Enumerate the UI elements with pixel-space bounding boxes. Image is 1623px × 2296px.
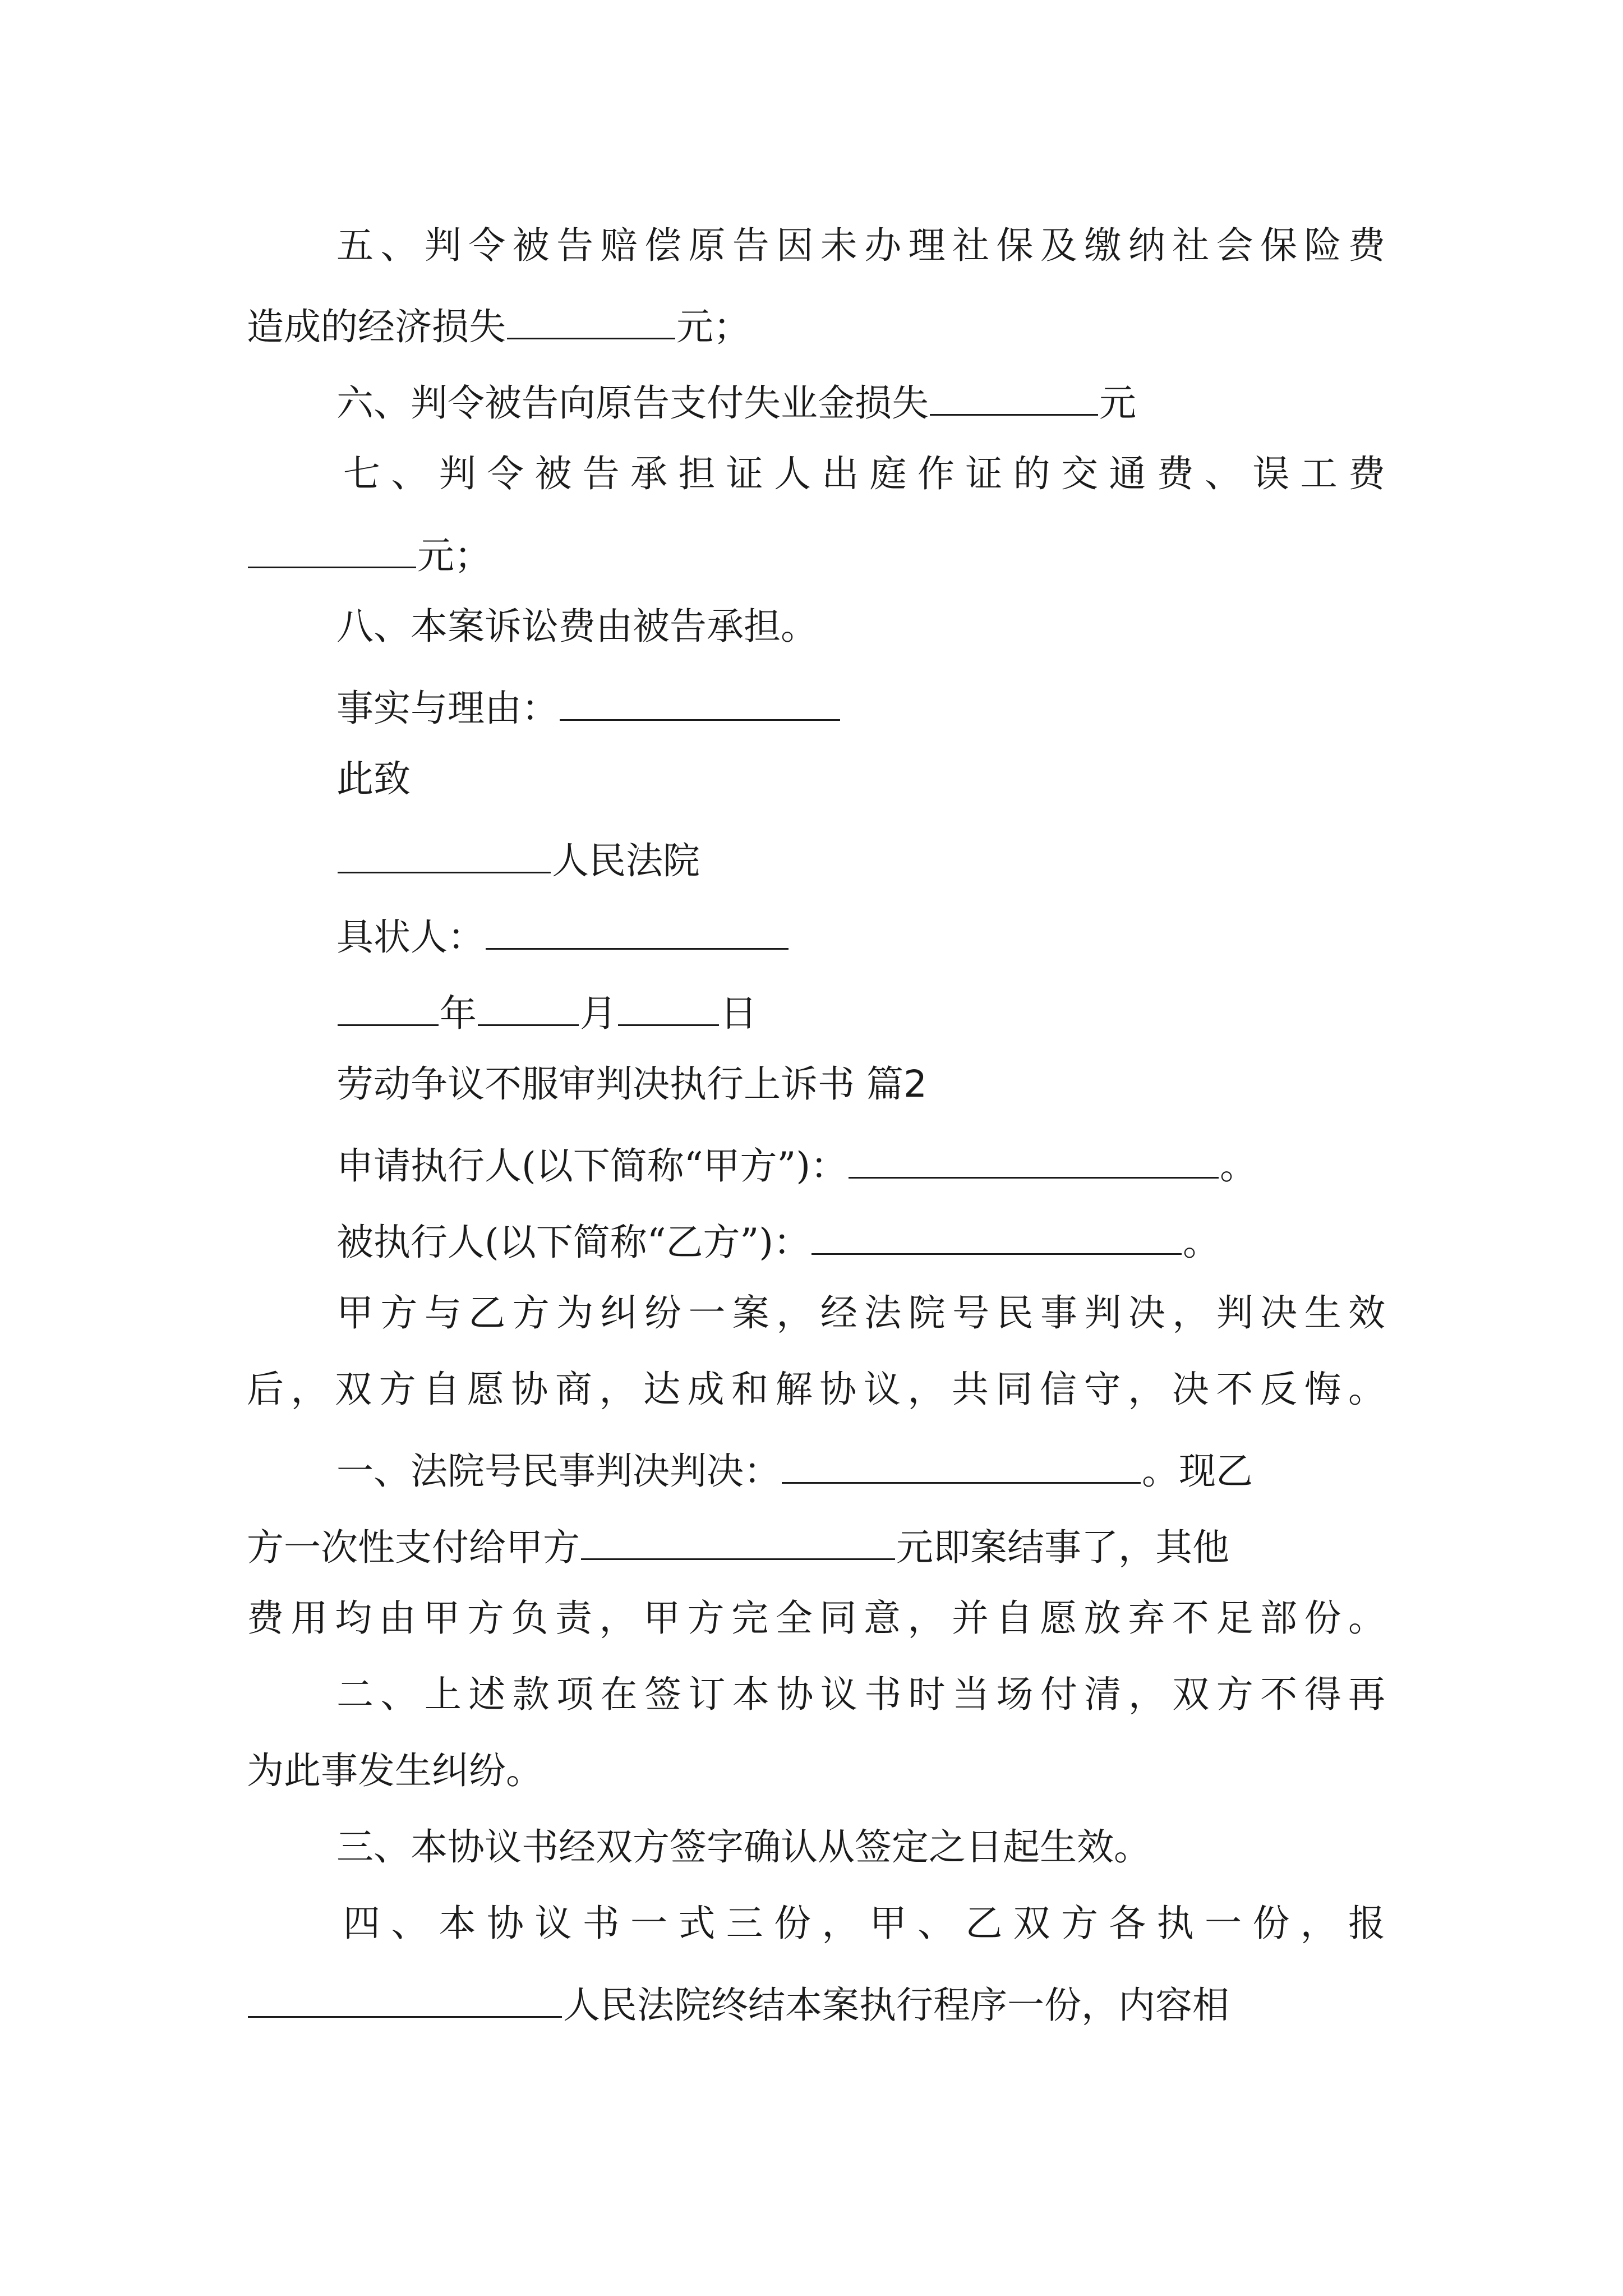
clause-1-cont bbox=[247, 1596, 1385, 1645]
line-item-5-cont bbox=[247, 303, 750, 348]
clause-1 bbox=[336, 1447, 1253, 1492]
text: 此致 bbox=[336, 757, 411, 800]
text: 元 bbox=[1099, 381, 1136, 425]
blank-field[interactable] bbox=[618, 990, 719, 1026]
text: 人民法院终结本案执行程序一份，内容相 bbox=[563, 1984, 1229, 2027]
clause-4-cont bbox=[247, 1981, 1229, 2026]
blank-field[interactable] bbox=[811, 1218, 1182, 1255]
text: 。 bbox=[1182, 1221, 1220, 1264]
clause-4 bbox=[343, 1902, 1385, 1950]
text: 。 bbox=[1219, 1144, 1257, 1188]
plaintiff-signature bbox=[336, 913, 790, 958]
salutation bbox=[336, 757, 411, 806]
clause-3 bbox=[336, 1825, 1151, 1874]
text: 具状人： bbox=[336, 915, 485, 959]
text: 月 bbox=[580, 992, 617, 1035]
text: 费用均由甲方负责，甲方完全同意，并自愿放弃不足部份。 bbox=[247, 1596, 1385, 1640]
clause-2-cont bbox=[247, 1749, 543, 1797]
text: 元； bbox=[417, 534, 491, 577]
blank-field[interactable] bbox=[248, 1981, 562, 2018]
text: 四、本协议书一式三份，甲、乙双方各执一份，报 bbox=[343, 1902, 1385, 1945]
body-paragraph-line bbox=[336, 1291, 1385, 1340]
text: 方一次性支付给甲方 bbox=[247, 1526, 580, 1569]
blank-field[interactable] bbox=[478, 990, 579, 1026]
text: 人民法院 bbox=[552, 839, 700, 882]
clause-1-cont bbox=[247, 1524, 1229, 1568]
line-item-7 bbox=[343, 452, 1385, 500]
text: 甲方与乙方为纠纷一案，经法院号民事判决，判决生效 bbox=[336, 1291, 1385, 1335]
text: 八、本案诉讼费由被告承担。 bbox=[336, 605, 818, 648]
blank-field[interactable] bbox=[849, 1142, 1219, 1179]
text: 造成的经济损失 bbox=[247, 305, 506, 348]
section-title bbox=[336, 1062, 927, 1111]
text: 一、法院号民事判决判决： bbox=[336, 1450, 781, 1493]
facts-and-reasons bbox=[336, 684, 841, 729]
applicant-line bbox=[336, 1142, 1257, 1187]
line-item-6 bbox=[336, 379, 1136, 424]
text: 劳动争议不服审判决执行上诉书 篇2 bbox=[336, 1062, 927, 1106]
blank-field[interactable] bbox=[507, 303, 675, 339]
blank-field[interactable] bbox=[248, 532, 416, 568]
blank-field[interactable] bbox=[338, 837, 551, 873]
text: 六、判令被告向原告支付失业金损失 bbox=[336, 381, 929, 425]
text: 后，双方自愿协商，达成和解协议，共同信守，决不反悔。 bbox=[247, 1368, 1385, 1411]
court-addressee bbox=[336, 837, 700, 882]
text: 事实与理由： bbox=[336, 687, 559, 730]
text: 七、判令被告承担证人出庭作证的交通费、误工费 bbox=[343, 452, 1385, 495]
line-item-8 bbox=[336, 605, 818, 653]
date-line bbox=[336, 990, 757, 1034]
text: 为此事发生纠纷。 bbox=[247, 1749, 543, 1792]
blank-field[interactable] bbox=[930, 379, 1098, 416]
text: 五、判令被告赔偿原告因未办理社保及缴纳社会保险费 bbox=[336, 224, 1385, 267]
blank-field[interactable] bbox=[486, 913, 789, 950]
text: 日 bbox=[720, 992, 757, 1035]
text: 二、上述款项在签订本协议书时当场付清，双方不得再 bbox=[336, 1673, 1385, 1716]
text: 元即案结事了，其他 bbox=[896, 1526, 1229, 1569]
text: 。现乙 bbox=[1142, 1450, 1253, 1493]
line-item-7-cont bbox=[247, 532, 491, 577]
clause-2 bbox=[336, 1673, 1385, 1721]
respondent-line bbox=[336, 1218, 1220, 1263]
body-paragraph-line bbox=[247, 1368, 1385, 1416]
blank-field[interactable] bbox=[782, 1447, 1141, 1484]
text: 被执行人(以下简称“乙方”)： bbox=[336, 1221, 810, 1264]
blank-field[interactable] bbox=[560, 684, 840, 721]
text: 年 bbox=[440, 992, 477, 1035]
text: 三、本协议书经双方签字确认从签定之日起生效。 bbox=[336, 1825, 1151, 1869]
blank-field[interactable] bbox=[581, 1524, 895, 1560]
line-item-5 bbox=[336, 224, 1385, 272]
text: 元； bbox=[676, 305, 750, 348]
blank-field[interactable] bbox=[338, 990, 439, 1026]
text: 申请执行人(以下简称“甲方”)： bbox=[336, 1144, 847, 1188]
